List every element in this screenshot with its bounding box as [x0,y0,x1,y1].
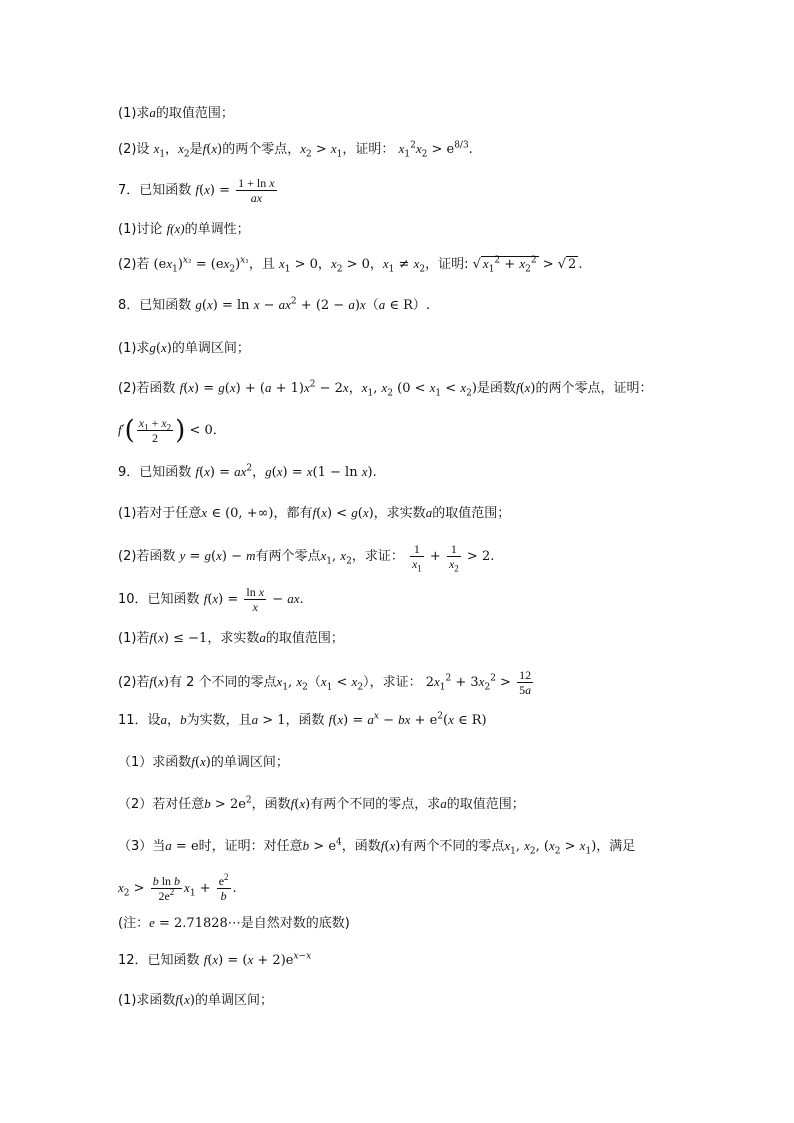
q11-part2: （2）若对任意$b > 2e^2$，函数f(x)有两个不同的零点，求a的取值范围； [118,795,525,812]
q9-stem: 9．已知函数 $f(x) = ax^2$，g(x) = x(1 − ln x). [118,463,377,480]
q10-part2: (2)若f(x)有 2 个不同的零点$x_1$, $x_2(x_1 < x_2)$，求证： $2x_1^2 + 3x_2^2$ > $\frac{12}{5a}$ [118,668,532,697]
q6-part2: (2)设 $x_1$，$x_2$是f(x)的两个零点，$x_2 > x_1$，证明： $x_1^2x_2 > e^{8/3}$. [118,140,473,160]
q11-note: (注：e = 2.71828⋯是自然对数的底数) [118,915,350,931]
q11-stem: 11．设a，b为实数，且a > 1，函数 $f(x) = a^x$ − bx + $e^2(x$ ∈ R) [118,711,487,728]
q8-stem: 8．已知函数 $g(x) = \ln x - ax^2 + (2 - a)x(a$ ∈ R）. [118,296,431,313]
q11-part1: （1）求函数f(x)的单调区间； [118,754,289,770]
q11-inequality: $x_2$ > $\frac{\text{b ln b}}{2e^2}$ $x_1$ + $\frac{e^2}{b}$ . [118,872,237,903]
q12-part1: (1)求函数f(x)的单调区间； [118,992,273,1008]
q6-part1: (1)求a的取值范围； [118,105,234,121]
q9-part1: (1)若对于任意x ∈ (0, +∞)，都有f(x) < g(x)，求实数a的取值范围； [118,505,511,521]
q8-part1: (1)求g(x)的单调区间； [118,340,250,356]
q7-stem: 7．已知函数 f(x) = $\frac{\text{1 + ln x}}{ax}$ [118,176,275,205]
q10-stem: 10．已知函数 f(x) = $\frac{\text{ln x}}{x}$ − ax. [118,585,304,614]
q10-part1: (1)若f(x) ≤ −1，求实数a的取值范围； [118,630,344,646]
q12-stem: 12．已知函数 $f(x) = (x + 2)e^{x-x}$ [118,951,312,968]
q9-part2: (2)若函数 y = g(x) − m有两个零点$x_1$, $x_2$，求证： $\frac{1}{x_1}$ + $\frac{1}{x_2}$ > 2. [118,542,495,574]
q8-inequality: f′( $\frac{x_1 + x_2}{2}$ ) < 0． [118,415,226,446]
q7-part1: (1)讨论 f(x)的单调性； [118,221,250,237]
q7-part2: (2)若 $(ex_1)^{x_2} = (ex_2)^{x_1}$，且 $x_1 > 0$，$x_2 > 0$，$x_1 \ne x_2$，证明: √ $x_1^2 + x_2^2$ > √ 2 . [118,255,583,275]
q8-part2: (2)若函数 $f(x) = g(x) + (a + 1)x^2 - 2x$，$x_1$, $x_2$ $(0 < x_1 < x_2)$是函数f(x)的两个零点，证明： [118,379,653,399]
q11-part3: （3）当a = e时，证明：对任意$b > e^4$，函数f(x)有两个不同的零点$x_1$, $x_2$, $(x_2 > x_1)$，满足 [118,837,636,857]
